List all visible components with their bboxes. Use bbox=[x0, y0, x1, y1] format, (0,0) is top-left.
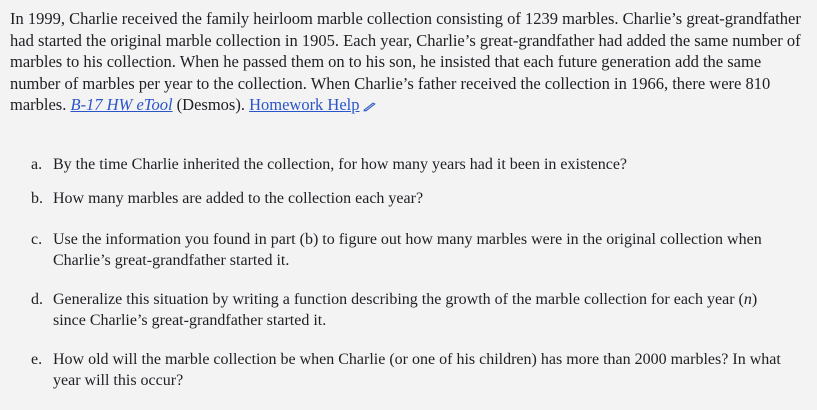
part-text-continued: Charlie’s great-grandfather started it. bbox=[53, 251, 290, 269]
part-text-continued: year will this occur? bbox=[53, 371, 184, 389]
part-a bbox=[31, 155, 791, 176]
part-d bbox=[31, 290, 791, 331]
homework-help-label: Homework Help bbox=[249, 95, 360, 115]
part-c bbox=[31, 230, 791, 271]
part-letter: c. bbox=[31, 231, 43, 248]
part-text: Use the information you found in part (b) to figure out how many marbles were in the original collection when bbox=[53, 231, 762, 248]
part-letter: d. bbox=[31, 291, 43, 308]
part-text-continued: since Charlie’s great-grandfather started it. bbox=[53, 311, 327, 329]
part-text: By the time Charlie inherited the collection, for how many years had it been in existence? bbox=[53, 156, 628, 173]
part-letter: a. bbox=[31, 156, 43, 173]
variable-n: n bbox=[743, 291, 752, 308]
part-text: How old will the marble collection be when Charlie (or one of his children) has more than 2000 marbles? In what bbox=[53, 351, 781, 368]
part-letter: e. bbox=[31, 351, 43, 368]
close-paren: ) bbox=[751, 291, 758, 308]
part-b bbox=[31, 189, 791, 210]
pencil-icon bbox=[363, 102, 377, 112]
etool-suffix: (Desmos). bbox=[176, 95, 245, 115]
problem-intro bbox=[10, 8, 810, 116]
part-text: How many marbles are added to the collection each year? bbox=[53, 190, 424, 207]
part-text: Generalize this situation by writing a function describing the growth of the marble collection for each year ( bbox=[53, 291, 744, 308]
part-e bbox=[31, 350, 791, 391]
part-letter: b. bbox=[31, 190, 43, 207]
etool-link[interactable]: B-17 HW eTool bbox=[70, 95, 173, 115]
homework-help-link[interactable] bbox=[249, 95, 376, 114]
intro-text: In 1999, Charlie received the family heirloom marble collection consisting of 1239 marbles. Charlie’s great-grandfather had started the original marble collection in 1905. Each year, Charlie’s great-grandfather had added the same number of marbles to his collection. When he passed them on to his son, he insisted that each future generation add the same number of marbles per year to the collection. When Charlie’s father received the collection in 1966, there were 810 marbles. bbox=[10, 9, 801, 115]
